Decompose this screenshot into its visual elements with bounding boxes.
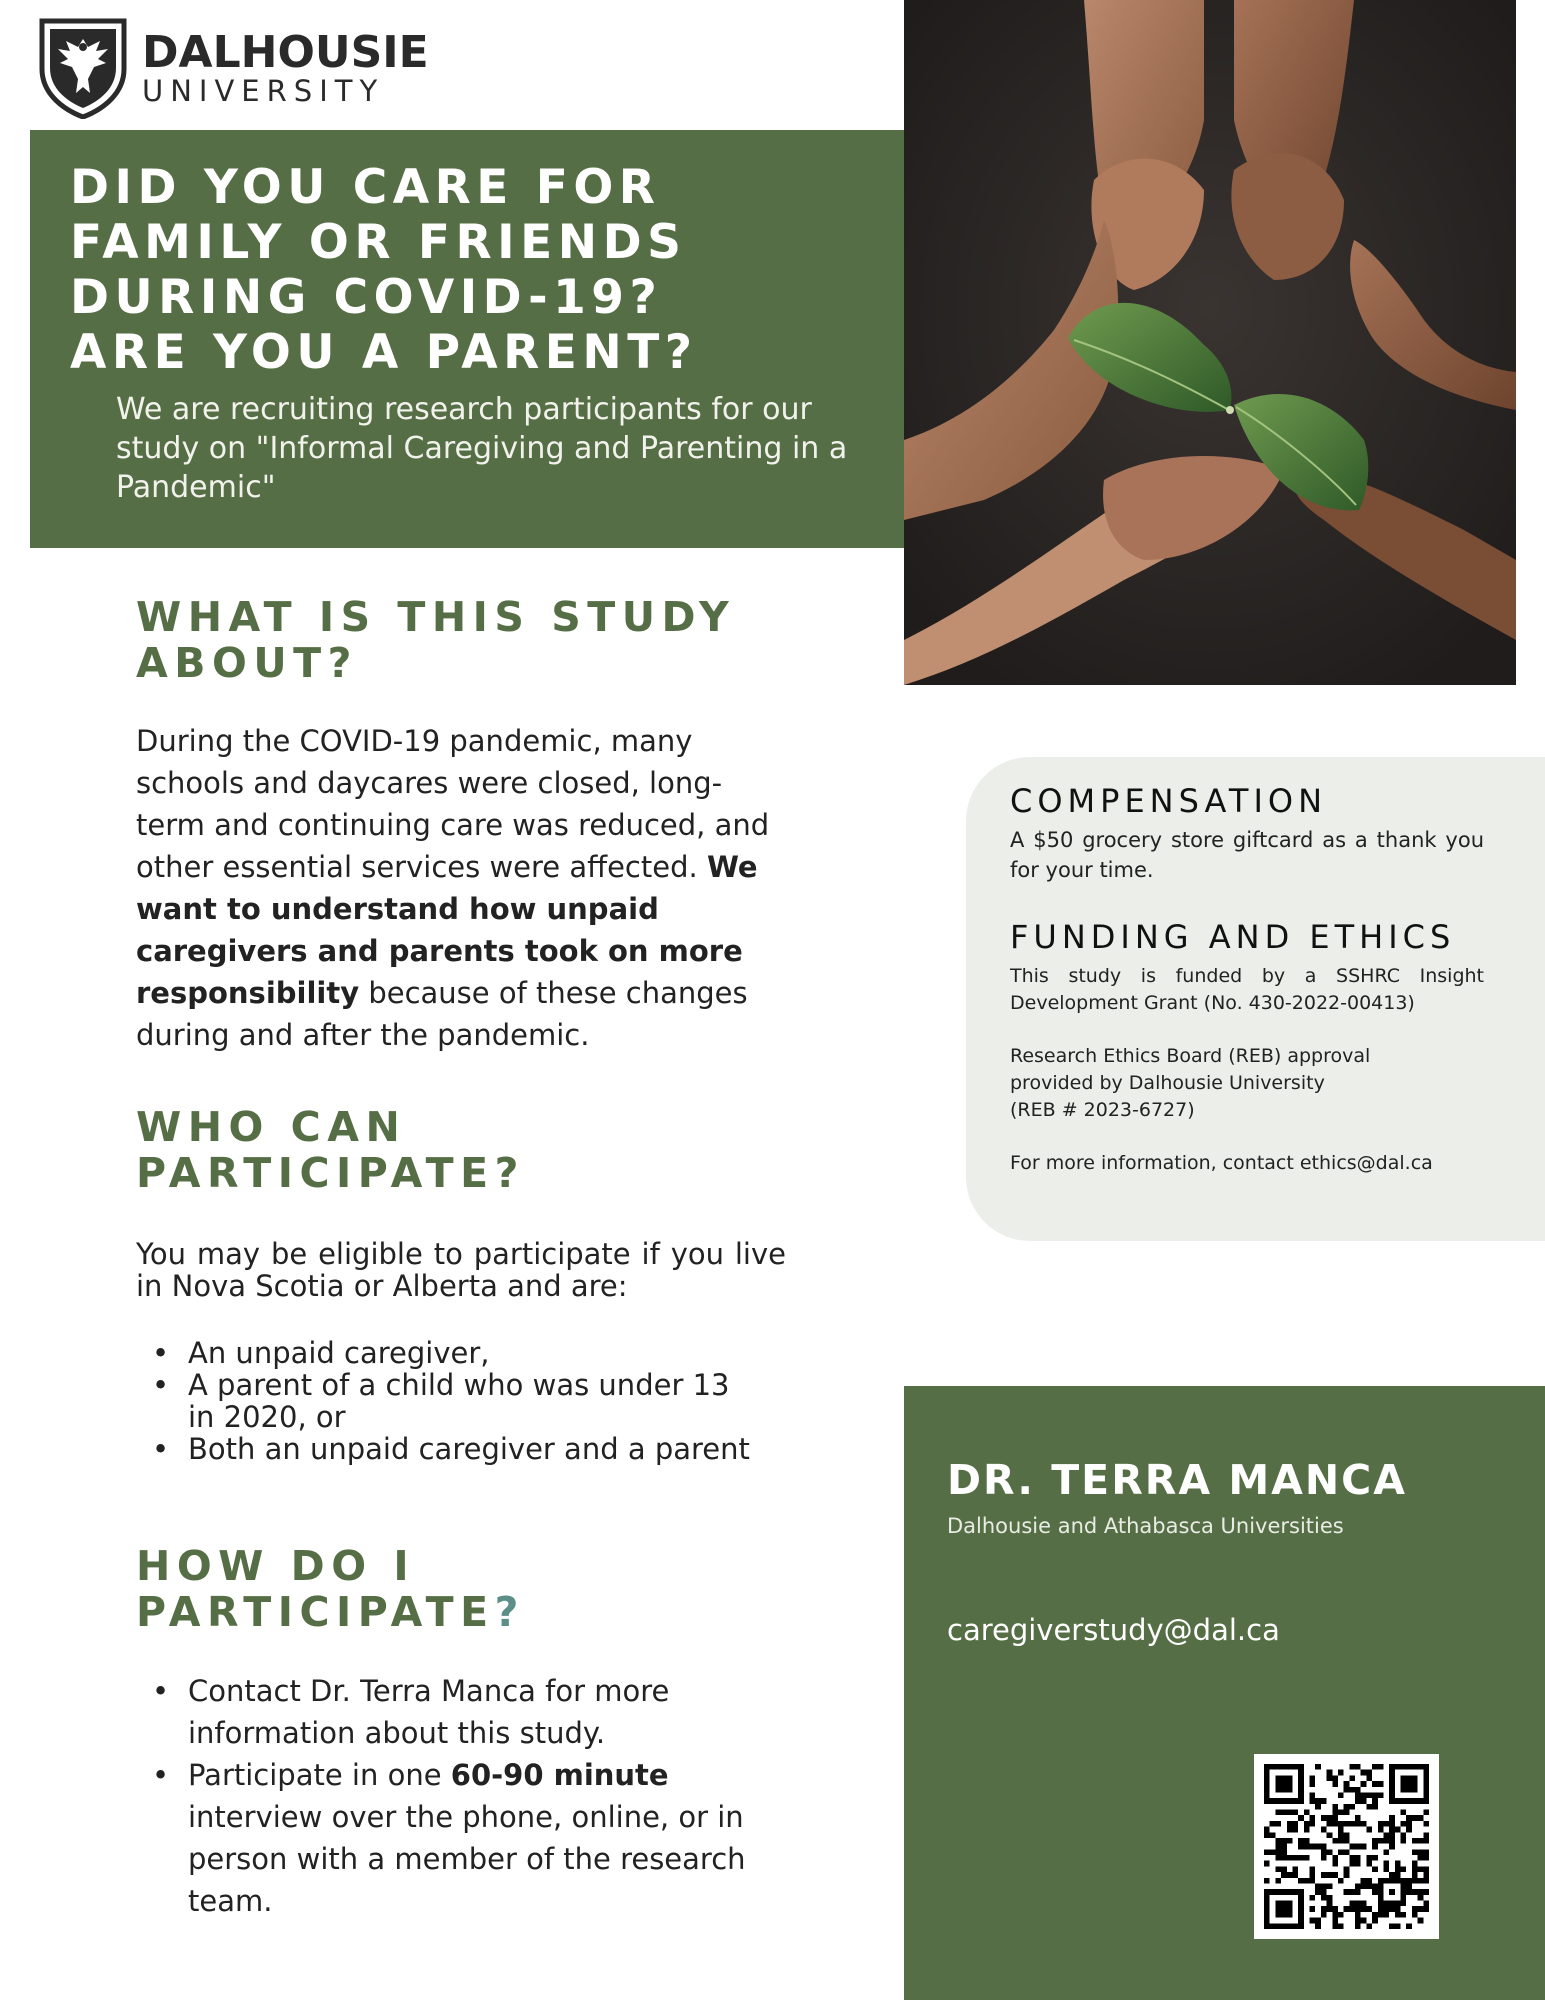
list-item: • Contact Dr. Terra Manca for more information about this study. bbox=[136, 1670, 776, 1754]
heading-line: HOW DO I bbox=[136, 1542, 416, 1590]
reb-line: (REB # 2023-6727) bbox=[1010, 1099, 1195, 1121]
reb-line: provided by Dalhousie University bbox=[1010, 1072, 1325, 1094]
compensation-text: A $50 grocery store giftcard as a thank you for your time. bbox=[1010, 828, 1484, 882]
eligibility-list bbox=[136, 1337, 756, 1465]
hero-banner bbox=[30, 130, 905, 548]
reb-text bbox=[1010, 1043, 1484, 1124]
section-heading-about bbox=[136, 594, 786, 686]
about-text-bold: We want to understand how unpaid caregivers and parents took on more responsibility bbox=[136, 850, 758, 1010]
heading-line: WHO CAN bbox=[136, 1103, 407, 1151]
shield-eagle-icon bbox=[38, 17, 128, 119]
list-item: • A parent of a child who was under 13 in 2020, or bbox=[136, 1369, 756, 1433]
hero-title-line: DURING COVID-19? bbox=[70, 270, 663, 325]
heading-line: ABOUT? bbox=[136, 639, 358, 687]
logo-wordmark: DALHOUSIE bbox=[142, 26, 429, 78]
hero-title bbox=[70, 160, 890, 380]
university-logo bbox=[38, 16, 429, 120]
section-heading-how bbox=[136, 1543, 786, 1635]
hands-seedling-photo bbox=[904, 0, 1516, 685]
logo-subline: UNIVERSITY bbox=[142, 73, 385, 108]
researcher-affiliation: Dalhousie and Athabasca Universities bbox=[947, 1514, 1344, 1538]
heading-question-mark: ? bbox=[494, 1588, 525, 1636]
compensation-heading: COMPENSATION bbox=[1010, 782, 1328, 820]
hero-title-line: ARE YOU A PARENT? bbox=[70, 325, 698, 380]
compensation-card bbox=[966, 757, 1545, 1241]
hero-subtitle: We are recruiting research participants for our study on "Informal Caregiving and Parenting in a Pandemic" bbox=[116, 392, 848, 505]
ethics-contact-text: For more information, contact ethics@dal.ca bbox=[1010, 1152, 1433, 1174]
about-text: During the COVID-19 pandemic, many schools and daycares were closed, long-term and continuing care was reduced, and other essential services were affected. bbox=[136, 724, 770, 884]
funding-text: This study is funded by a SSHRC Insight Development Grant (No. 430-2022-00413) bbox=[1010, 965, 1484, 1014]
list-item bbox=[136, 1754, 776, 1922]
list-item-text: Participate in one bbox=[188, 1758, 451, 1792]
section-heading-who bbox=[136, 1104, 786, 1196]
hero-title-line: DID YOU CARE FOR bbox=[70, 160, 661, 215]
heading-line: PARTICIPATE bbox=[136, 1588, 495, 1636]
list-item: • An unpaid caregiver, bbox=[136, 1337, 756, 1369]
contact-email-link[interactable]: caregiverstudy@dal.ca bbox=[947, 1613, 1280, 1647]
list-item: • Both an unpaid caregiver and a parent bbox=[136, 1433, 756, 1465]
list-item-text: interview over the phone, online, or in person with a member of the research team. bbox=[188, 1800, 746, 1918]
list-item-bold: 60-90 minute bbox=[450, 1758, 669, 1792]
contact-panel bbox=[904, 1386, 1545, 2000]
participation-list bbox=[136, 1670, 776, 1922]
researcher-name: DR. TERRA MANCA bbox=[947, 1456, 1407, 1504]
hero-title-line: FAMILY OR FRIENDS bbox=[70, 215, 687, 270]
heading-line: WHAT IS THIS STUDY bbox=[136, 593, 736, 641]
heading-line: PARTICIPATE? bbox=[136, 1149, 525, 1197]
qr-code[interactable] bbox=[1254, 1754, 1439, 1939]
about-paragraph bbox=[136, 720, 776, 1056]
reb-line: Research Ethics Board (REB) approval bbox=[1010, 1045, 1371, 1067]
eligibility-intro: You may be eligible to participate if you live in Nova Scotia or Alberta and are: bbox=[136, 1237, 786, 1303]
ethics-heading: FUNDING AND ETHICS bbox=[1010, 918, 1456, 956]
about-text: because of these changes during and after the pandemic. bbox=[136, 976, 748, 1052]
